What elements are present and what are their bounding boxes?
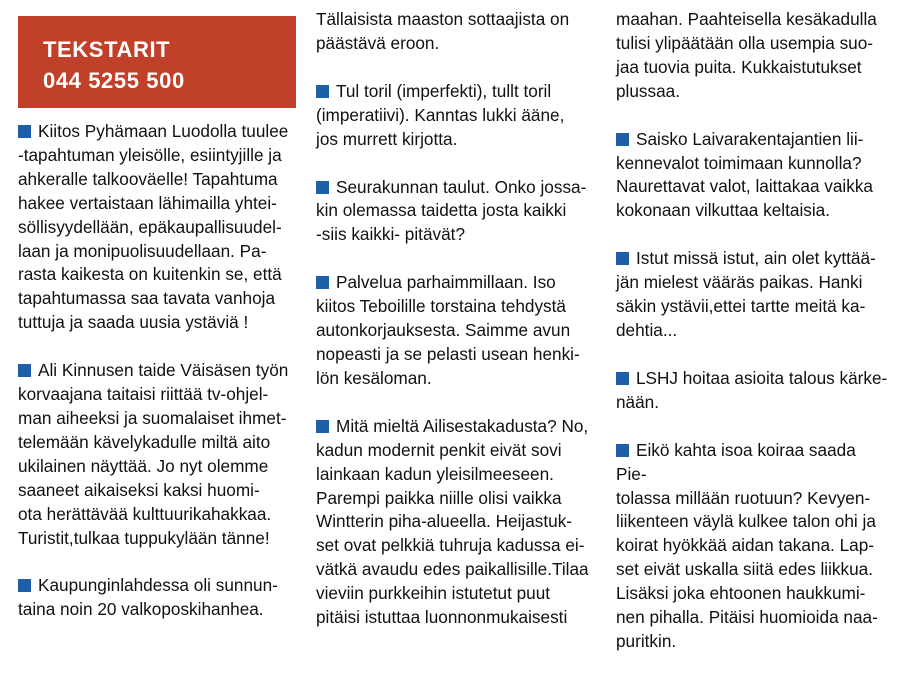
message-line: Kaupunginlahdessa oli sunnun- [38, 575, 278, 596]
message-line: Wintterin piha-alueella. Heijastuk- [316, 511, 573, 532]
column-1-entries [18, 120, 296, 622]
message-line: dehtia... [616, 319, 678, 340]
bullet-square-icon [18, 125, 31, 138]
message-line: pitäisi istuttaa luonnonmukaisesti [316, 607, 568, 628]
bullet-square-icon [316, 276, 329, 289]
message-line: kokonaan vilkuttaa keltaisia. [616, 200, 831, 221]
message-line: telemään kävelykadulle miltä aito [18, 431, 271, 452]
message-line: -tapahtuman yleisölle, esiintyjille ja [18, 144, 282, 165]
message-line: set ovat pelkkiä tuhruja kadussa ei- [316, 535, 585, 556]
sms-message [616, 247, 890, 343]
sms-message [18, 120, 296, 335]
message-line: tolassa millään ruotuun? Kevyen- [616, 487, 871, 508]
message-line: Tällaisista maaston sottaajista on [316, 9, 570, 29]
message-line: lainkaan kadun yleisilmeeseen. [316, 463, 554, 484]
column-1 [18, 0, 296, 646]
message-line: nopeasti ja se pelasti usean henki- [316, 343, 580, 364]
message-line: Saisko Laivarakentajantien lii- [636, 128, 864, 149]
column-2-entries [316, 8, 594, 630]
bullet-square-icon [616, 372, 629, 385]
sms-message [18, 574, 296, 622]
message-line: Palvelua parhaimmillaan. Iso [336, 272, 556, 293]
message-line: kiitos Teboilille torstaina tehdystä [316, 296, 566, 317]
message-line: autonkorjauksesta. Saimme avun [316, 320, 571, 341]
bullet-square-icon [316, 181, 329, 194]
message-line: Mitä mieltä Ailisestakadusta? No, [336, 415, 589, 436]
message-line: set eivät uskalla siitä edes liikkua. [616, 559, 873, 580]
message-line: ota herättävää kulttuurikahakkaa. [18, 503, 272, 524]
message-line: ukilainen näyttää. Jo nyt olemme [18, 455, 269, 476]
message-line: Eikö kahta isoa koiraa saada Pie- [616, 439, 856, 484]
sms-message [616, 439, 890, 654]
message-line: päästävä eroon. [316, 32, 440, 53]
message-line: vieviin purkkeihin istutetut puut [316, 583, 551, 604]
message-line: lön kesäloman. [316, 367, 432, 388]
message-line: Seurakunnan taulut. Onko jossa- [336, 176, 587, 197]
message-line: koirat hyökkää aidan takana. Lap- [616, 535, 874, 556]
message-continuation [316, 8, 594, 56]
message-line: liikenteen väylä kulkee talon ohi ja [616, 511, 876, 532]
message-line: (imperatiivi). Kanntas lukki ääne, [316, 104, 565, 125]
message-line: Ali Kinnusen taide Väisäsen työn [38, 360, 289, 381]
message-line: tuttuja ja saada uusia ystäviä ! [18, 312, 249, 333]
column-3 [616, 0, 890, 678]
message-line: Kiitos Pyhämaan Luodolla tuulee [38, 121, 289, 141]
message-line: laan ja monipuolisuudellaan. Pa- [18, 240, 267, 261]
message-line: jän mielest vääräs paikas. Hanki [616, 272, 863, 293]
bullet-square-icon [316, 85, 329, 98]
message-line: -siis kaikki- pitävät? [316, 224, 465, 245]
message-line: ahkeralle talkooväelle! Tapahtuma [18, 168, 278, 189]
message-line: hakee vertaistaan lähimailla yhtei- [18, 192, 277, 213]
message-line: kadun modernit penkit eivät sovi [316, 439, 562, 460]
message-line: nään. [616, 391, 660, 412]
sms-header-title: TEKSTARIT [43, 37, 171, 62]
message-continuation [616, 8, 890, 104]
message-line: LSHJ hoitaa asioita talous kärke- [636, 367, 888, 388]
message-line: korvaajana taitaisi riittää tv-ohjel- [18, 384, 269, 405]
message-line: Lisäksi joka ehtoonen haukkumi- [616, 583, 866, 604]
message-line: puritkin. [616, 630, 677, 651]
sms-header-box [18, 16, 296, 108]
sms-message [316, 176, 594, 248]
message-line: vätkä avaudu edes paikallisille.Tilaa [316, 559, 589, 580]
message-line: Naurettavat valot, laittakaa vaikka [616, 176, 873, 197]
message-line: jaa tuovia puita. Kukkaistutukset [616, 56, 862, 77]
bullet-square-icon [616, 133, 629, 146]
message-line: rasta kaikesta on kuitenkin se, että [18, 264, 282, 285]
message-line: söllisyydellään, epäkaupallisuudel- [18, 216, 282, 237]
sms-message [316, 415, 594, 630]
message-line: Tul toril (imperfekti), tullt toril [336, 80, 552, 101]
sms-message [616, 367, 890, 415]
message-line: maahan. Paahteisella kesäkadulla [616, 9, 877, 29]
bullet-square-icon [316, 420, 329, 433]
message-line: saaneet aikaiseksi kaksi huomi- [18, 479, 260, 500]
message-line: nen pihalla. Pitäisi huomioida naa- [616, 607, 878, 628]
message-line: kin olemassa taidetta josta kaikki [316, 200, 567, 221]
bullet-square-icon [18, 579, 31, 592]
message-line: plussaa. [616, 80, 681, 101]
sms-message [18, 359, 296, 550]
message-line: kennevalot toimimaan kunnolla? [616, 152, 862, 173]
message-line: taina noin 20 valkoposkihanhea. [18, 599, 264, 620]
message-line: Parempi paikka niille olisi vaikka [316, 487, 562, 508]
message-line: Turistit,tulkaa tuppukylään tänne! [18, 527, 270, 548]
message-line: tapahtumassa saa tavata vanhoja [18, 288, 276, 309]
message-line: säkin ystävii,ettei tartte meitä ka- [616, 296, 866, 317]
message-line: tulisi ylipäätään olla usempia suo- [616, 32, 873, 53]
message-line: Istut missä istut, ain olet kyttää- [636, 248, 876, 269]
bullet-square-icon [616, 444, 629, 457]
sms-header-phone: 044 5255 500 [43, 68, 185, 93]
bullet-square-icon [18, 364, 31, 377]
sms-message [616, 128, 890, 224]
sms-message [316, 80, 594, 152]
column-2 [316, 0, 594, 654]
message-line: man aiheeksi ja suomalaiset ihmet- [18, 407, 287, 428]
column-3-entries [616, 8, 890, 654]
sms-message [316, 271, 594, 391]
bullet-square-icon [616, 252, 629, 265]
message-line: jos murrett kirjotta. [316, 128, 458, 149]
